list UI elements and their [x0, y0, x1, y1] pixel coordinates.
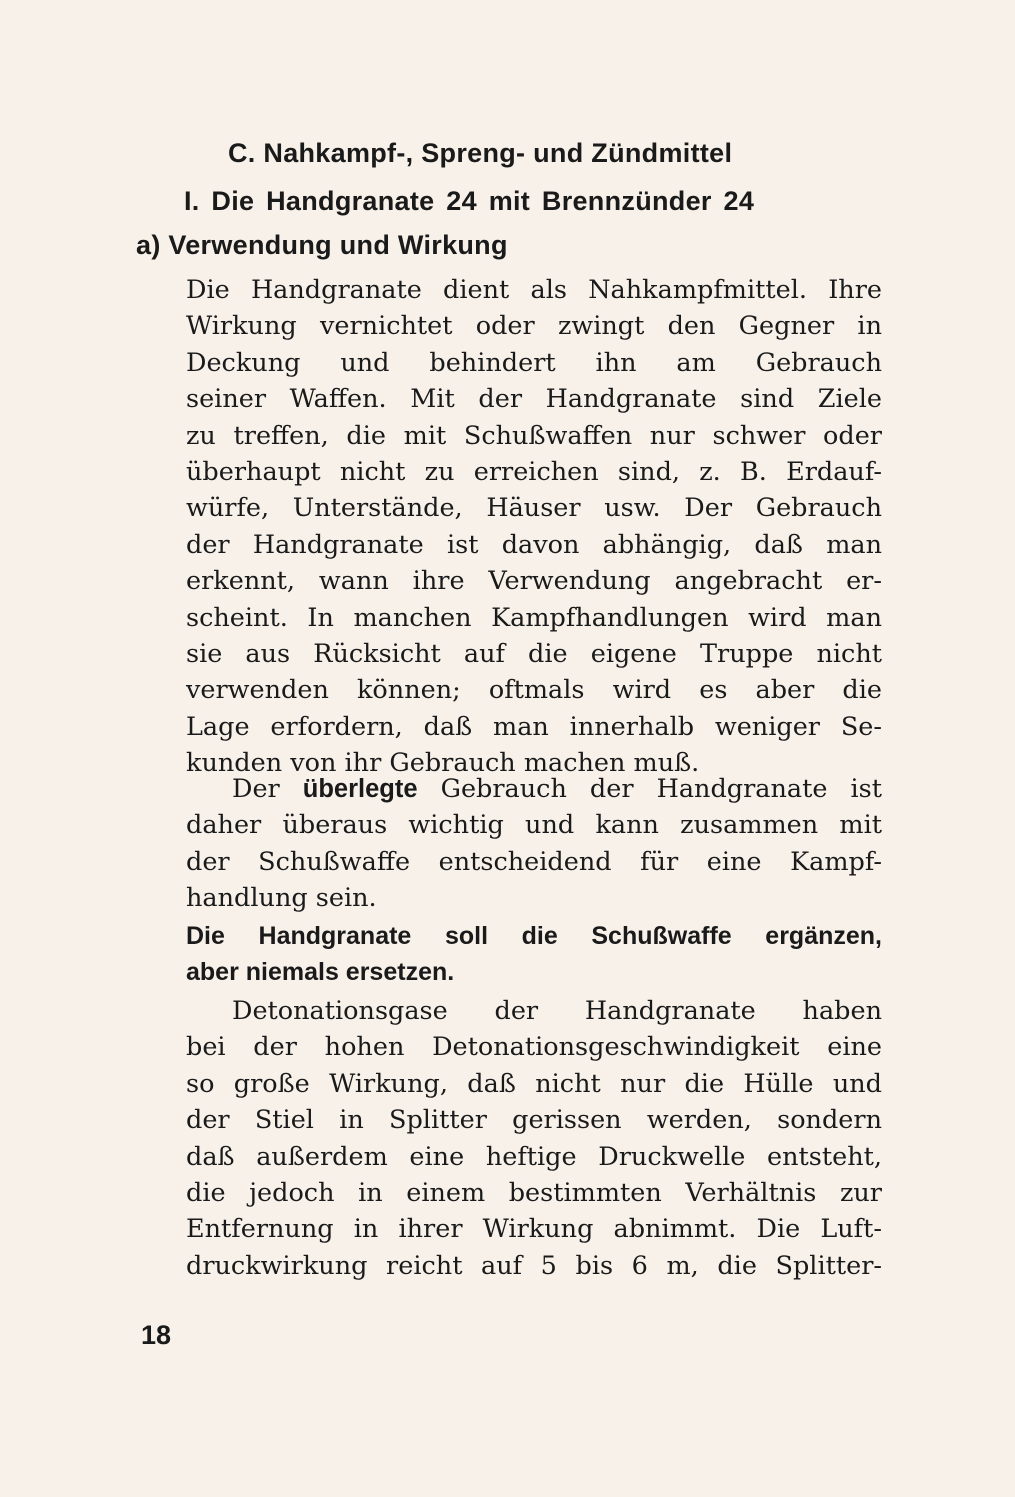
subsubsection-heading: a) Verwendung und Wirkung	[136, 230, 508, 260]
text-line	[186, 771, 882, 807]
paragraph-detonation	[186, 993, 882, 1284]
text-line: würfe, Unterstände, Häuser usw. Der Gebrauch	[186, 493, 882, 524]
paragraph-deliberate-use	[186, 771, 882, 917]
text-line: handlung sein.	[186, 883, 377, 914]
text-line: bei der hohen Detonationsgeschwindigkeit eine	[186, 1032, 882, 1063]
section-heading: C. Nahkampf-, Spreng- und Zündmittel	[228, 138, 733, 168]
text-fragment: Gebrauch der Handgranate ist	[417, 774, 882, 804]
text-fragment: Der	[232, 774, 303, 804]
text-line: daher überaus wichtig und kann zusammen mit	[186, 810, 882, 841]
text-line: so große Wirkung, daß nicht nur die Hülle und	[186, 1068, 882, 1099]
paragraph-usage	[186, 272, 882, 781]
text-line: Detonationsgase der Handgranate haben	[232, 996, 882, 1026]
text-line: druckwirkung reicht auf 5 bis 6 m, die Splitter-	[186, 1250, 882, 1281]
text-line: Die Handgranate soll die Schußwaffe ergänzen,	[186, 922, 882, 950]
text-line: Wirkung vernichtet oder zwingt den Gegner in	[186, 311, 882, 342]
text-line: Entfernung in ihrer Wirkung abnimmt. Die Luft-	[186, 1214, 882, 1245]
text-line: überhaupt nicht zu erreichen sind, z. B. Erdauf-	[186, 456, 882, 487]
text-line: Die Handgranate dient als Nahkampfmittel. Ihre	[186, 275, 882, 305]
text-line: die jedoch in einem bestimmten Verhältnis zur	[186, 1177, 882, 1208]
text-line: sie aus Rücksicht auf die eigene Truppe nicht	[186, 638, 882, 669]
emphasis: überlegte	[302, 775, 418, 803]
text-line: aber niemals ersetzen.	[186, 958, 455, 987]
page-number: 18	[141, 1320, 172, 1350]
text-line: zu treffen, die mit Schußwaffen nur schwer oder	[186, 420, 882, 451]
text-line: Deckung und behindert ihn am Gebrauch	[186, 347, 882, 378]
text-line: der Schußwaffe entscheidend für eine Kampf-	[186, 846, 882, 877]
text-line: daß außerdem eine heftige Druckwelle entsteht,	[186, 1141, 882, 1172]
text-line: erkennt, wann ihre Verwendung angebracht er-	[186, 566, 882, 597]
text-line: seiner Waffen. Mit der Handgranate sind Ziele	[186, 384, 882, 415]
text-line: Lage erfordern, daß man innerhalb weniger Se-	[186, 711, 882, 742]
text-line: scheint. In manchen Kampfhandlungen wird man	[186, 602, 882, 633]
text-line: verwenden können; oftmals wird es aber die	[186, 675, 882, 706]
subsection-heading: I. Die Handgranate 24 mit Brennzünder 24	[184, 186, 755, 216]
text-line: kunden von ihr Gebrauch machen muß.	[186, 748, 700, 779]
text-line: der Handgranate ist davon abhängig, daß man	[186, 529, 882, 560]
paragraph-rule-bold	[186, 918, 882, 991]
text-line: der Stiel in Splitter gerissen werden, sondern	[186, 1105, 882, 1136]
